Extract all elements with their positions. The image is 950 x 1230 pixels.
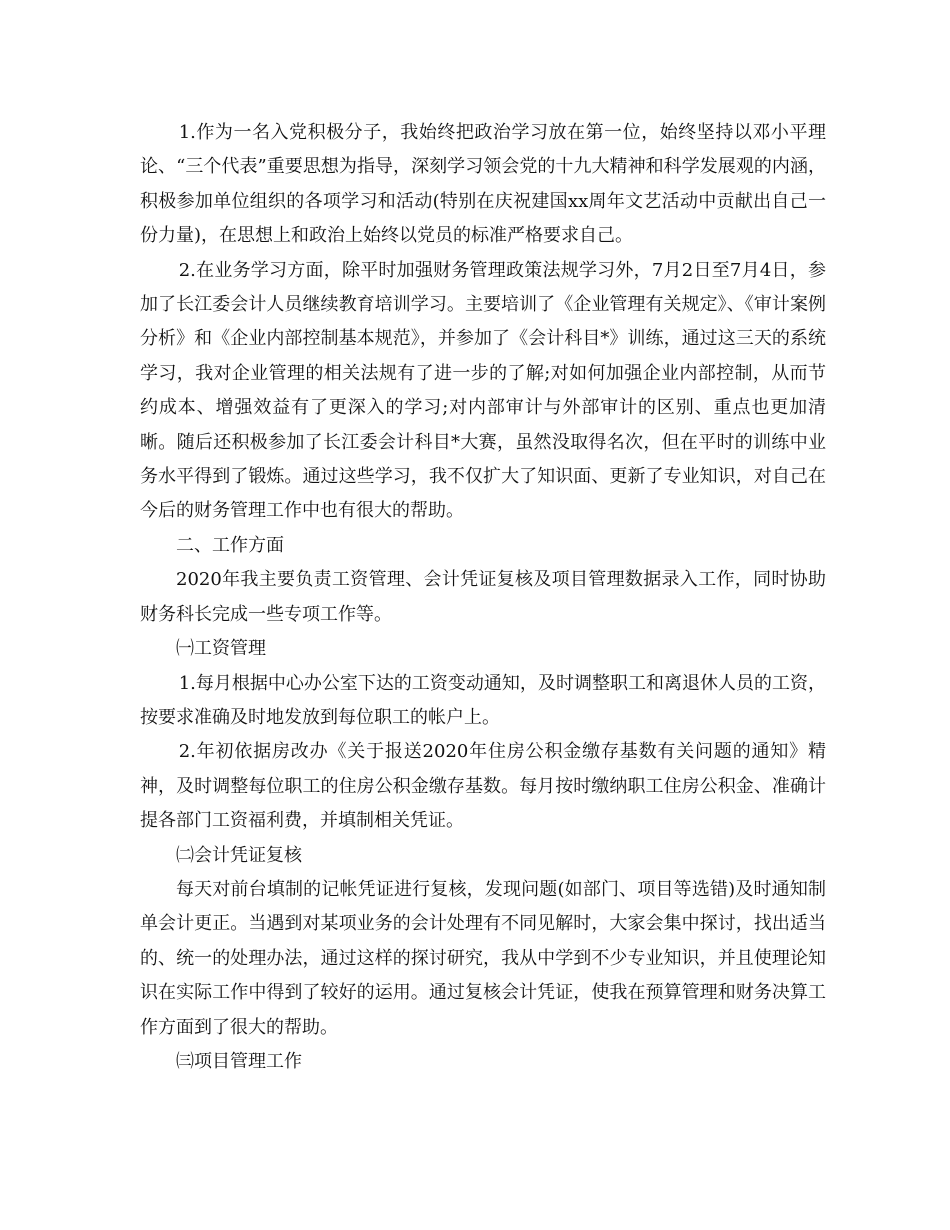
paragraph-political-study: 1.作为一名入党积极分子，我始终把政治学习放在第一位，始终坚持以邓小平理论、“三个代表”重要思想为指导，深刻学习领会党的十九大精神和科学发展观的内涵，积极参加单位组织的各项学习和活动(特别在庆祝建国xx周年文艺活动中贡献出自己一份力量)，在思想上和政治上始终以党员的标准严格要求自己。 (140, 122, 826, 247)
subsection-heading-project: ㈢项目管理工作 (176, 1050, 302, 1072)
section-heading-work: 二、工作方面 (176, 534, 284, 556)
paragraph-voucher-review: 每天对前台填制的记帐凭证进行复核，发现问题(如部门、项目等选错)及时通知制单会计更正。当遇到对某项业务的会计处理有不同见解时，大家会集中探讨，找出适当的、统一的处理办法，通过这样的探讨研究，我从中学到不少专业知识，并且使理论知识在实际工作中得到了较好的运用。通过复核会计凭证，使我在预算管理和财务决算工作方面到了很大的帮助。 (140, 878, 826, 1038)
subsection-heading-voucher: ㈡会计凭证复核 (176, 844, 302, 866)
document-page (140, 116, 826, 1079)
paragraph-business-study: 2.在业务学习方面，除平时加强财务管理政策法规学习外，7月2日至7月4日，参加了长江委会计人员继续教育培训学习。主要培训了《企业管理有关规定》、《审计案例分析》和《企业内部控制基本规范》，并参加了《会计科目*》训练，通过这三天的系统学习，我对企业管理的相关法规有了进一步的了解;对如何加强企业内部控制，从而节约成本、增强效益有了更深入的学习;对内部审计与外部审计的区别、重点也更加清晰。随后还积极参加了长江委会计科目*大赛，虽然没取得名次，但在平时的训练中业务水平得到了锻炼。通过这些学习，我不仅扩大了知识面、更新了专业知识，对自己在今后的财务管理工作中也有很大的帮助。 (140, 259, 826, 522)
paragraph-work-summary: 2020年我主要负责工资管理、会计凭证复核及项目管理数据录入工作，同时协助财务科长完成一些专项工作等。 (140, 569, 826, 625)
paragraph-salary-1: 1.每月根据中心办公室下达的工资变动通知，及时调整职工和离退休人员的工资，按要求准确及时地发放到每位职工的帐户上。 (140, 672, 826, 728)
subsection-heading-salary: ㈠工资管理 (176, 638, 266, 660)
paragraph-salary-2: 2.年初依据房改办《关于报送2020年住房公积金缴存基数有关问题的通知》精神，及时调整每位职工的住房公积金缴存基数。每月按时缴纳职工住房公积金、准确计提各部门工资福利费，并填制相关凭证。 (140, 741, 826, 832)
